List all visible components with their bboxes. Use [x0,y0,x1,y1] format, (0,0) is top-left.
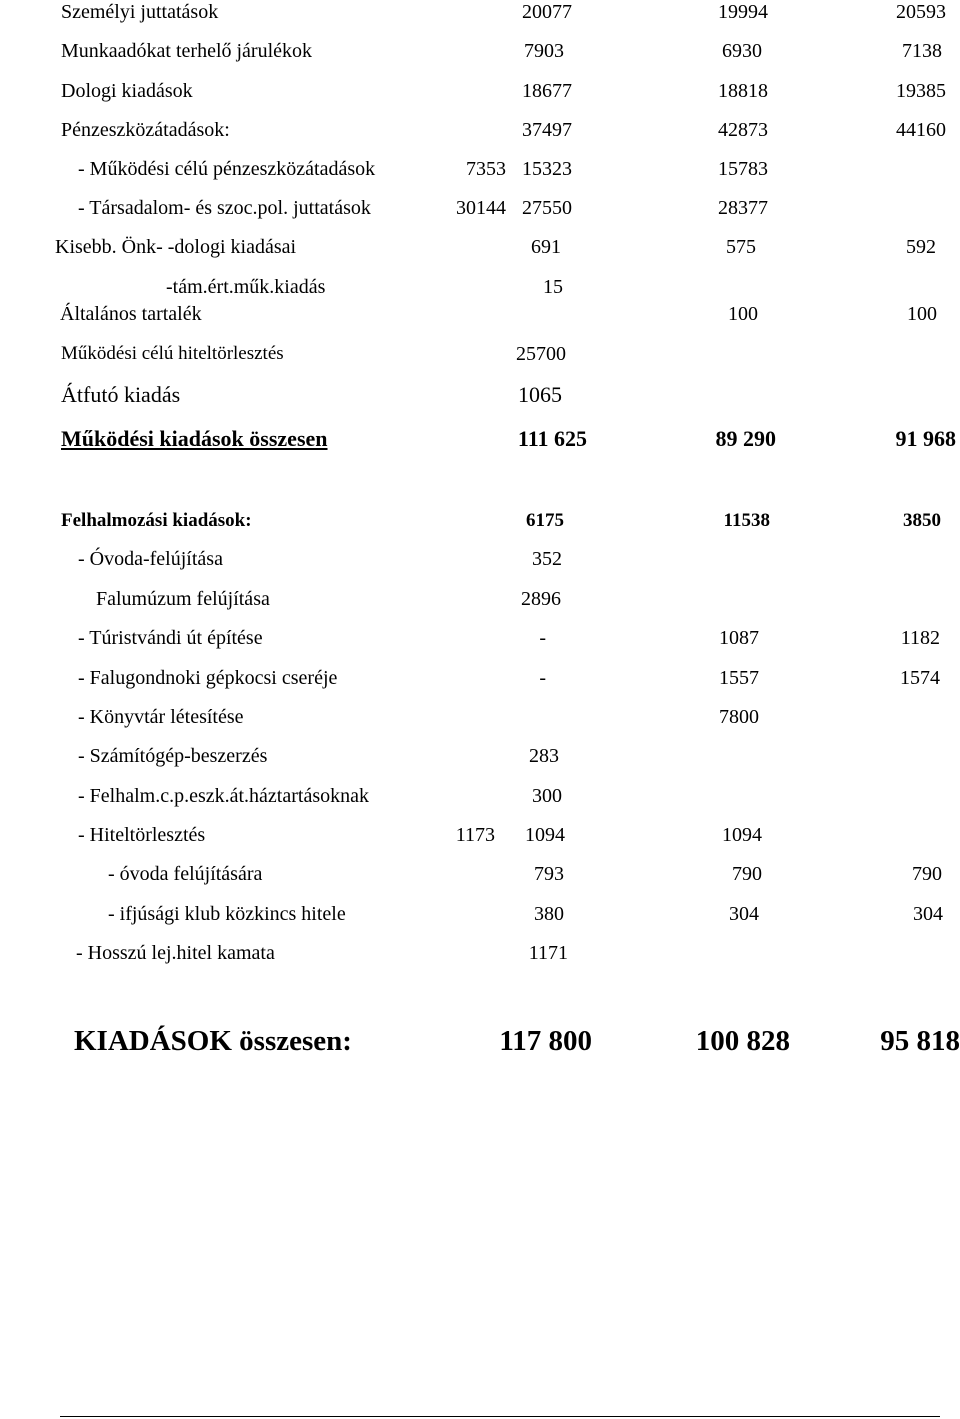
row-label: Munkaadókat terhelő járulékok [61,40,313,62]
subtotal-value-col2: 89 290 [715,426,776,451]
row-value-col2: 18818 [718,80,768,102]
row-value-col2: 1087 [719,627,759,649]
row-value-col3: 1574 [900,667,940,689]
subtotal-label: Működési kiadások összesen [61,426,328,451]
row-value-col1: 1171 [528,942,568,964]
row-label: Átfutó kiadás [61,382,181,407]
subtotal-value-col3: 91 968 [895,426,956,451]
row-value-col3: 19385 [896,80,946,102]
row-value-col1: 793 [534,863,564,885]
row-value-col1: 2896 [521,588,561,610]
row-value-col2: 1094 [722,824,762,846]
row-value-col1: 1065 [518,382,562,407]
row-value-col1: 7903 [524,40,564,62]
section-label: Felhalmozási kiadások: [61,510,252,531]
row-value-col2: 19994 [718,1,768,23]
section-value-col3: 3850 [903,510,941,531]
section-value-col2: 11538 [723,510,770,531]
row-value-col2: 15783 [718,158,768,180]
row-value-col1: 691 [531,236,561,258]
row-label: - Óvoda-felújítása [78,548,223,570]
row-label: Dologi kiadások [61,80,193,102]
row-label: Falumúzum felújítása [96,588,270,610]
row-value-col1: 20077 [522,1,572,23]
row-label: Működési célú hiteltörlesztés [61,343,284,364]
grand-total-label: KIADÁSOK összesen: [74,1025,352,1057]
row-value-col2: 6930 [722,40,762,62]
row-label: Pénzeszközátadások: [61,119,230,141]
row-value-col1: - [539,627,546,649]
row-value-col1: 1094 [525,824,565,846]
row-value-col1: 37497 [522,119,572,141]
row-value-col1: 27550 [522,197,572,219]
row-value-col2: 28377 [718,197,768,219]
row-value-col1: 380 [534,903,564,925]
row-value-col3: 100 [907,303,937,325]
row-value-col3: 7138 [902,40,942,62]
row-value-col2: 1557 [719,667,759,689]
row-value-col1: 300 [532,785,562,807]
grand-total-value-col1: 117 800 [499,1025,592,1057]
row-value-col3: 592 [906,236,936,258]
row-label: - Működési célú pénzeszközátadások [78,158,376,180]
row-label: - Hiteltörlesztés [78,824,206,846]
row-value-col2: 7800 [719,706,759,728]
row-label: - Számítógép-beszerzés [78,745,268,767]
row-label: - Könyvtár létesítése [78,706,244,728]
row-label: - Falugondnoki gépkocsi cseréje [78,667,338,689]
row-value-col2: 575 [726,236,756,258]
row-label: - Társadalom- és szoc.pol. juttatások [78,197,371,219]
row-value-col2: 790 [732,863,762,885]
row-label: - óvoda felújítására [108,863,263,885]
subtotal-value-col1: 111 625 [517,426,587,451]
row-value-col3: 44160 [896,119,946,141]
row-value-col2: 100 [728,303,758,325]
row-value-col1: 283 [529,745,559,767]
row-value-col1: 15323 [522,158,572,180]
row-label: - ifjúsági klub közkincs hitele [108,903,346,925]
row-value-col0: 30144 [456,197,506,219]
row-label: Általános tartalék [60,303,202,325]
row-value-col3: 20593 [896,1,946,23]
row-value-col2: 304 [729,903,759,925]
grand-total-value-col2: 100 828 [695,1025,790,1057]
row-value-col3: 790 [912,863,942,885]
row-value-col2: 42873 [718,119,768,141]
row-value-col1: 25700 [516,343,566,365]
grand-total-value-col3: 95 818 [880,1025,960,1057]
row-value-col3: 1182 [900,627,940,649]
row-value-col1: - [539,667,546,689]
row-label: Személyi juttatások [61,1,219,23]
row-value-col0: 7353 [466,158,506,180]
row-value-col0: 1173 [455,824,495,846]
row-value-col1: 18677 [522,80,572,102]
row-value-col1: 352 [532,548,562,570]
section-value-col1: 6175 [526,510,564,531]
row-label: -tám.ért.műk.kiadás [166,276,326,298]
row-label: - Hosszú lej.hitel kamata [76,942,275,964]
row-label: Kisebb. Önk- -dologi kiadásai [55,236,297,258]
row-value-col3: 304 [913,903,943,925]
row-label: - Felhalm.c.p.eszk.át.háztartásoknak [78,785,369,807]
footer-rule [60,1416,940,1417]
row-label: - Túristvándi út építése [78,627,263,649]
row-value-col1: 15 [543,276,563,298]
